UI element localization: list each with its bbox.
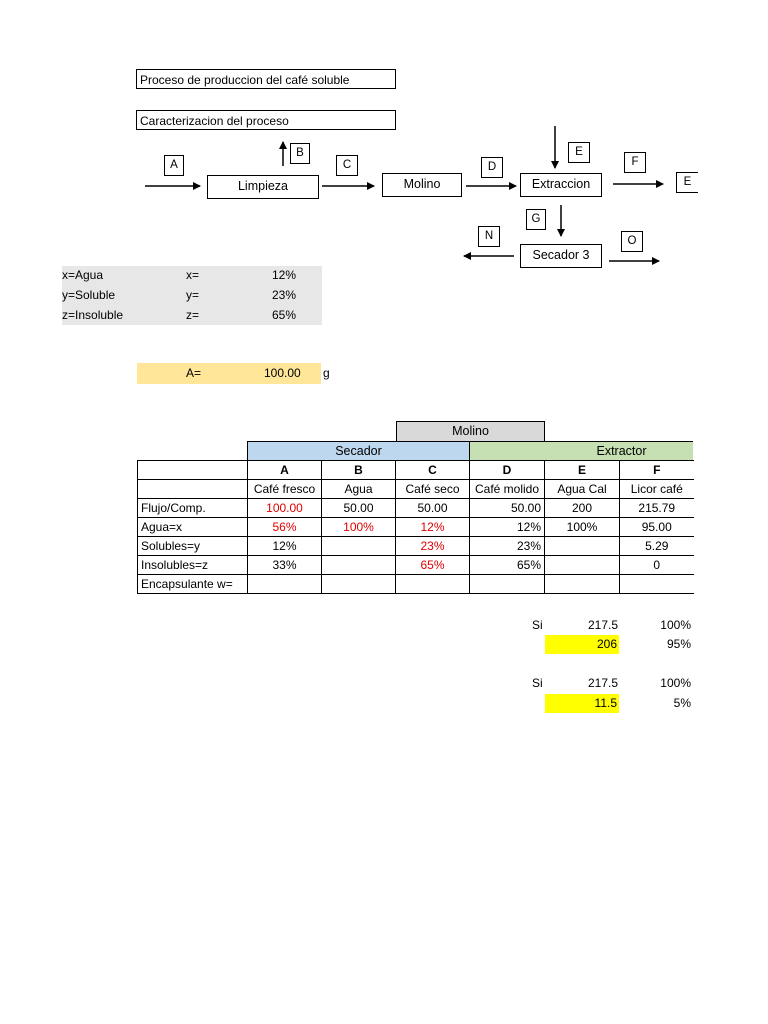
stream-name: Agua Cal — [545, 480, 620, 499]
label-a: A — [164, 155, 184, 176]
table-row — [138, 575, 694, 594]
table-cell: 56% — [248, 518, 322, 537]
row-label: Encapsulante w= — [138, 575, 248, 594]
stream-c: C — [396, 461, 470, 480]
table-cell — [322, 537, 396, 556]
calc1-part — [545, 635, 619, 654]
table-cell: 0 — [620, 556, 694, 575]
row-label: Flujo/Comp. — [138, 499, 248, 518]
comp-var-y: y= — [186, 288, 200, 302]
table-cell: 12% — [396, 518, 470, 537]
table-cell — [248, 575, 322, 594]
stream-b: B — [322, 461, 396, 480]
process-arrows — [0, 0, 768, 300]
table-cell — [545, 575, 620, 594]
table-cell: 65% — [396, 556, 470, 575]
stream-f: F — [620, 461, 694, 480]
label-g: G — [526, 209, 546, 230]
table-row — [138, 556, 694, 575]
node-limpieza: Limpieza — [207, 175, 319, 199]
comp-var-z: z= — [186, 308, 200, 322]
table-cell — [620, 575, 694, 594]
calc2-si: Si — [532, 676, 543, 690]
stream-name: Café seco — [396, 480, 470, 499]
table-cell: 5.29 — [620, 537, 694, 556]
group-extractor: Extractor — [470, 441, 693, 461]
stream-name: Café molido — [470, 480, 545, 499]
table-cell: 23% — [470, 537, 545, 556]
table-cell: 95.00 — [620, 518, 694, 537]
table-cell: 100% — [545, 518, 620, 537]
balance-table — [137, 460, 694, 594]
calc2-part-pct: 5% — [673, 696, 691, 710]
table-cell: 65% — [470, 556, 545, 575]
node-extraccion: Extraccion — [520, 173, 602, 197]
table-cell: 33% — [248, 556, 322, 575]
calc2-part — [545, 694, 619, 713]
calc2-part-value: 11.5 — [594, 696, 617, 710]
group-secador: Secador — [247, 441, 470, 461]
label-e2: E — [676, 172, 698, 193]
label-o: O — [621, 231, 643, 252]
feed-unit: g — [323, 366, 330, 380]
table-cell: 23% — [396, 537, 470, 556]
row-label: Solubles=y — [138, 537, 248, 556]
comp-name-x: x=Agua — [62, 268, 104, 282]
label-f: F — [624, 152, 646, 173]
table-cell: 215.79 — [620, 499, 694, 518]
table-row — [138, 499, 694, 518]
table-row — [138, 461, 694, 480]
calc1-total-pct: 100% — [660, 618, 691, 632]
comp-value-x: 12% — [272, 268, 297, 282]
stream-d: D — [470, 461, 545, 480]
table-cell: 12% — [470, 518, 545, 537]
stream-e: E — [545, 461, 620, 480]
calc1-part-pct: 95% — [666, 637, 691, 651]
main-title: Proceso de produccion del café soluble — [136, 69, 396, 89]
table-cell — [470, 575, 545, 594]
node-secador: Secador 3 — [520, 244, 602, 268]
comp-name-y: y=Soluble — [62, 288, 116, 302]
node-molino: Molino — [382, 173, 462, 197]
stream-name: Café fresco — [248, 480, 322, 499]
table-row — [138, 518, 694, 537]
label-d: D — [481, 157, 503, 178]
table-cell — [322, 556, 396, 575]
label-e: E — [568, 142, 590, 163]
stream-name: Agua — [322, 480, 396, 499]
calc1-si: Si — [532, 618, 543, 632]
table-cell — [322, 575, 396, 594]
table-cell: 100.00 — [248, 499, 322, 518]
table-cell: 50.00 — [470, 499, 545, 518]
table-cell: 200 — [545, 499, 620, 518]
table-cell: 50.00 — [396, 499, 470, 518]
comp-name-z: z=Insoluble — [62, 308, 124, 322]
subtitle: Caracterizacion del proceso — [136, 110, 396, 130]
stream-name: Licor café — [620, 480, 694, 499]
table-cell — [545, 556, 620, 575]
row-label: Insolubles=z — [138, 556, 248, 575]
table-cell: 50.00 — [322, 499, 396, 518]
row-label: Agua=x — [138, 518, 248, 537]
table-row — [138, 480, 694, 499]
calc2-total-pct: 100% — [660, 676, 691, 690]
table-cell: 100% — [322, 518, 396, 537]
table-row — [138, 537, 694, 556]
table-cell — [396, 575, 470, 594]
label-c: C — [336, 155, 358, 176]
table-cell — [545, 537, 620, 556]
comp-value-z: 65% — [272, 308, 297, 322]
feed-label: A= — [186, 366, 202, 380]
stream-a: A — [248, 461, 322, 480]
feed-value: 100.00 — [264, 366, 301, 380]
calc1-part-value: 206 — [596, 637, 617, 651]
calc1-total: 217.5 — [587, 618, 618, 632]
group-molino: Molino — [396, 421, 545, 441]
table-cell: 12% — [248, 537, 322, 556]
label-n: N — [478, 226, 500, 247]
label-b: B — [290, 143, 310, 164]
comp-var-x: x= — [186, 268, 200, 282]
comp-value-y: 23% — [272, 288, 297, 302]
calc2-total: 217.5 — [587, 676, 618, 690]
